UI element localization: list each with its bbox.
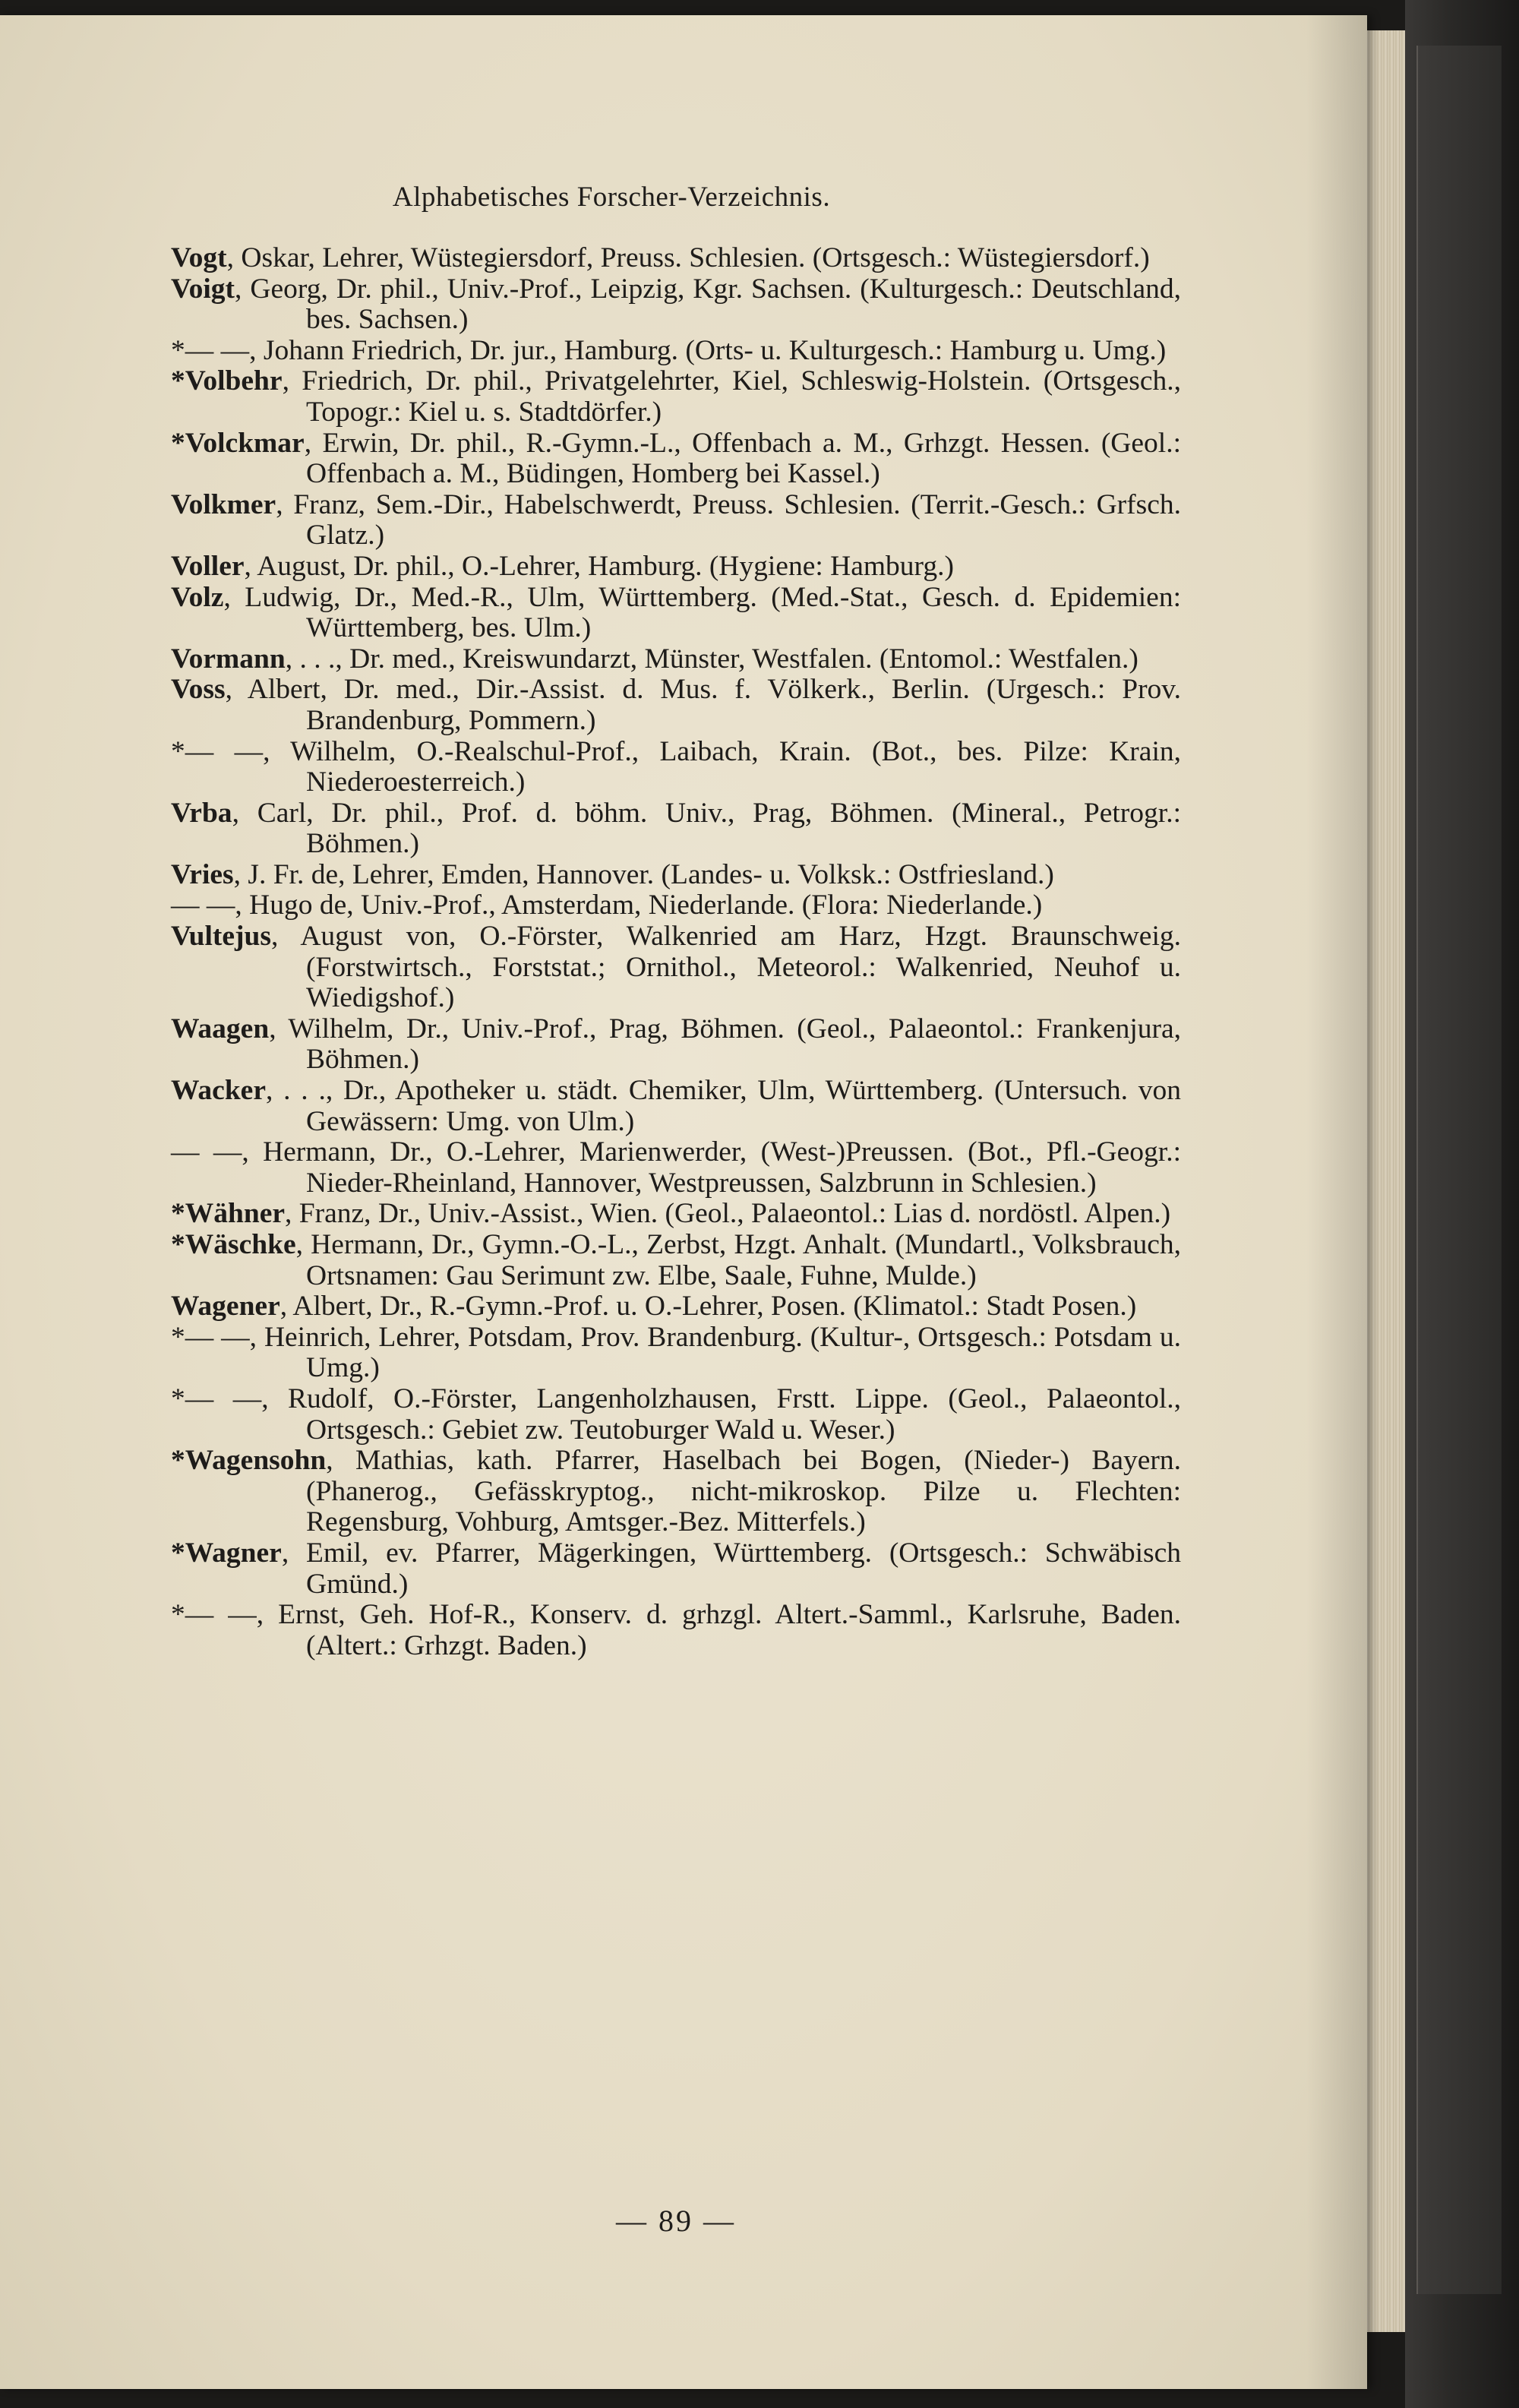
list-item <box>171 1076 1181 1137</box>
entry-list <box>171 243 1181 1661</box>
list-item <box>171 890 1181 921</box>
entry-name: Vormann <box>171 643 286 675</box>
entry-text: , . . ., Dr., Apotheker u. städt. Chemiker, Ulm, Württemberg. (Untersuch. von Gewässern: Umg. von Ulm.) <box>265 1075 1181 1137</box>
entry-text: , Wilhelm, Dr., Univ.-Prof., Prag, Böhmen. (Geol., Palaeontol.: Frankenjura, Böhmen.) <box>269 1013 1181 1076</box>
list-item <box>171 1446 1181 1538</box>
list-item <box>171 336 1181 367</box>
entry-name: Voss <box>171 674 226 706</box>
entry-name: *Wagner <box>171 1537 282 1569</box>
book-page <box>0 15 1367 2389</box>
list-item <box>171 1230 1181 1291</box>
entry-text: , Hermann, Dr., Gymn.-O.-L., Zerbst, Hzgt. Anhalt. (Mundartl., Volksbrauch, Ortsnamen: Gau Serimunt zw. Elbe, Saale, Fuhne, Mulde.) <box>295 1229 1181 1291</box>
entry-text: , Mathias, kath. Pfarrer, Haselbach bei Bogen, (Nieder-) Bayern. (Phanerog., Gefässkryptog., nicht-mikroskop. Pilze u. Flechten: Regensburg, Vohburg, Amtsger.-Bez. Mitterfels.) <box>306 1445 1181 1538</box>
entry-name: Volkmer <box>171 488 276 520</box>
running-head: Alphabetisches Forscher-Verzeichnis. <box>392 182 831 213</box>
page-number: — 89 — <box>616 2204 736 2238</box>
list-item <box>171 490 1181 551</box>
entry-text: *— —, Wilhelm, O.-Realschul-Prof., Laibach, Krain. (Bot., bes. Pilze: Krain, Niederoesterreich.) <box>171 735 1181 798</box>
entry-text: — —, Hugo de, Univ.-Prof., Amsterdam, Niederlande. (Flora: Niederlande.) <box>171 890 1043 921</box>
gutter-shadow <box>1306 15 1367 2389</box>
entry-text: *— —, Rudolf, O.-Förster, Langenholzhausen, Frstt. Lippe. (Geol., Palaeontol., Ortsgesch.: Gebiet zw. Teutoburger Wald u. Weser.) <box>171 1383 1181 1446</box>
entry-text: *— —, Heinrich, Lehrer, Potsdam, Prov. Brandenburg. (Kultur-, Ortsgesch.: Potsdam u. Umg.) <box>171 1321 1181 1384</box>
entry-text: — —, Hermann, Dr., O.-Lehrer, Marienwerder, (West-)Preussen. (Bot., Pfl.-Geogr.: Nieder-Rheinland, Hannover, Westpreussen, Salzbrunn in Schlesien.) <box>171 1136 1181 1199</box>
entry-name: Wacker <box>171 1075 266 1107</box>
entry-text: , Oskar, Lehrer, Wüstegiersdorf, Preuss. Schlesien. (Ortsgesch.: Wüstegiersdorf.) <box>226 242 1150 273</box>
entry-name: Vultejus <box>171 921 271 953</box>
entry-text: , Erwin, Dr. phil., R.-Gymn.-L., Offenbach a. M., Grhzgt. Hessen. (Geol.: Offenbach a. M., Büdingen, Homberg bei Kassel.) <box>304 427 1181 490</box>
list-item <box>171 366 1181 428</box>
list-item <box>171 243 1181 274</box>
entry-name: *Volckmar <box>171 427 305 459</box>
list-item <box>171 1538 1181 1600</box>
entry-name: Wagener <box>171 1291 280 1323</box>
entry-text: , Georg, Dr. phil., Univ.-Prof., Leipzig, Kgr. Sachsen. (Kulturgesch.: Deutschland, bes. Sachsen.) <box>235 273 1181 336</box>
list-item <box>171 1291 1181 1323</box>
entry-text: , Albert, Dr., R.-Gymn.-Prof. u. O.-Lehrer, Posen. (Klimatol.: Stadt Posen.) <box>279 1291 1137 1323</box>
list-item <box>171 1137 1181 1199</box>
list-item <box>171 675 1181 736</box>
list-item <box>171 551 1181 583</box>
entry-name: Vogt <box>171 242 227 273</box>
list-item <box>171 921 1181 1014</box>
list-item <box>171 1600 1181 1661</box>
entry-text: , Franz, Sem.-Dir., Habelschwerdt, Preuss. Schlesien. (Territ.-Gesch.: Grfsch. Glatz.) <box>276 488 1181 551</box>
entry-text: *— —, Ernst, Geh. Hof-R., Konserv. d. grhzgl. Altert.-Samml., Karlsruhe, Baden. (Altert.: Grhzgt. Baden.) <box>171 1599 1181 1661</box>
entry-text: , Carl, Dr. phil., Prof. d. böhm. Univ., Prag, Böhmen. (Mineral., Petrogr.: Böhmen.) <box>232 797 1181 860</box>
entry-name: Vries <box>171 858 234 890</box>
list-item <box>171 798 1181 860</box>
list-item <box>171 1323 1181 1384</box>
entry-name: *Volbehr <box>171 365 283 397</box>
list-item <box>171 860 1181 891</box>
list-item <box>171 644 1181 675</box>
entry-name: *Wagensohn <box>171 1445 327 1477</box>
list-item <box>171 1014 1181 1076</box>
entry-text: , Ludwig, Dr., Med.-R., Ulm, Württemberg. (Med.-Stat., Gesch. d. Epidemien: Württemberg, bes. Ulm.) <box>223 581 1181 644</box>
book-binding-band <box>1416 46 1502 2294</box>
entry-text: , J. Fr. de, Lehrer, Emden, Hannover. (Landes- u. Volksk.: Ostfriesland.) <box>233 858 1054 890</box>
entry-text: , Albert, Dr. med., Dir.-Assist. d. Mus. f. Völkerk., Berlin. (Urgesch.: Prov. Brandenburg, Pommern.) <box>225 674 1181 736</box>
entry-text: , Friedrich, Dr. phil., Privatgelehrter, Kiel, Schleswig-Holstein. (Ortsgesch., Topogr.: Kiel u. s. Stadtdörfer.) <box>282 365 1181 428</box>
list-item <box>171 428 1181 490</box>
entry-text: , August, Dr. phil., O.-Lehrer, Hamburg. (Hygiene: Hamburg.) <box>244 550 954 582</box>
list-item <box>171 274 1181 336</box>
entry-text: *— —, Johann Friedrich, Dr. jur., Hamburg. (Orts- u. Kulturgesch.: Hamburg u. Umg.) <box>171 334 1167 366</box>
entry-text: , Franz, Dr., Univ.-Assist., Wien. (Geol., Palaeontol.: Lias d. nordöstl. Alpen.) <box>285 1198 1171 1230</box>
list-item <box>171 1384 1181 1446</box>
entry-name: Vrba <box>171 797 232 829</box>
entry-name: *Wäschke <box>171 1229 296 1260</box>
entry-text: , Emil, ev. Pfarrer, Mägerkingen, Württemberg. (Ortsgesch.: Schwäbisch Gmünd.) <box>281 1537 1181 1600</box>
list-item <box>171 1199 1181 1230</box>
list-item <box>171 737 1181 798</box>
entry-text: , August von, O.-Förster, Walkenried am Harz, Hzgt. Braunschweig. (Forstwirtsch., Forststat.; Ornithol., Meteorol.: Walkenried, Neuhof u. Wiedigshof.) <box>270 921 1181 1014</box>
entry-name: Voigt <box>171 273 235 305</box>
entry-name: Voller <box>171 550 245 582</box>
entry-text: , . . ., Dr. med., Kreiswundarzt, Münster, Westfalen. (Entomol.: Westfalen.) <box>285 643 1138 675</box>
entry-name: Waagen <box>171 1013 270 1044</box>
entry-name: *Wähner <box>171 1198 285 1230</box>
list-item <box>171 583 1181 644</box>
entry-name: Volz <box>171 581 224 613</box>
